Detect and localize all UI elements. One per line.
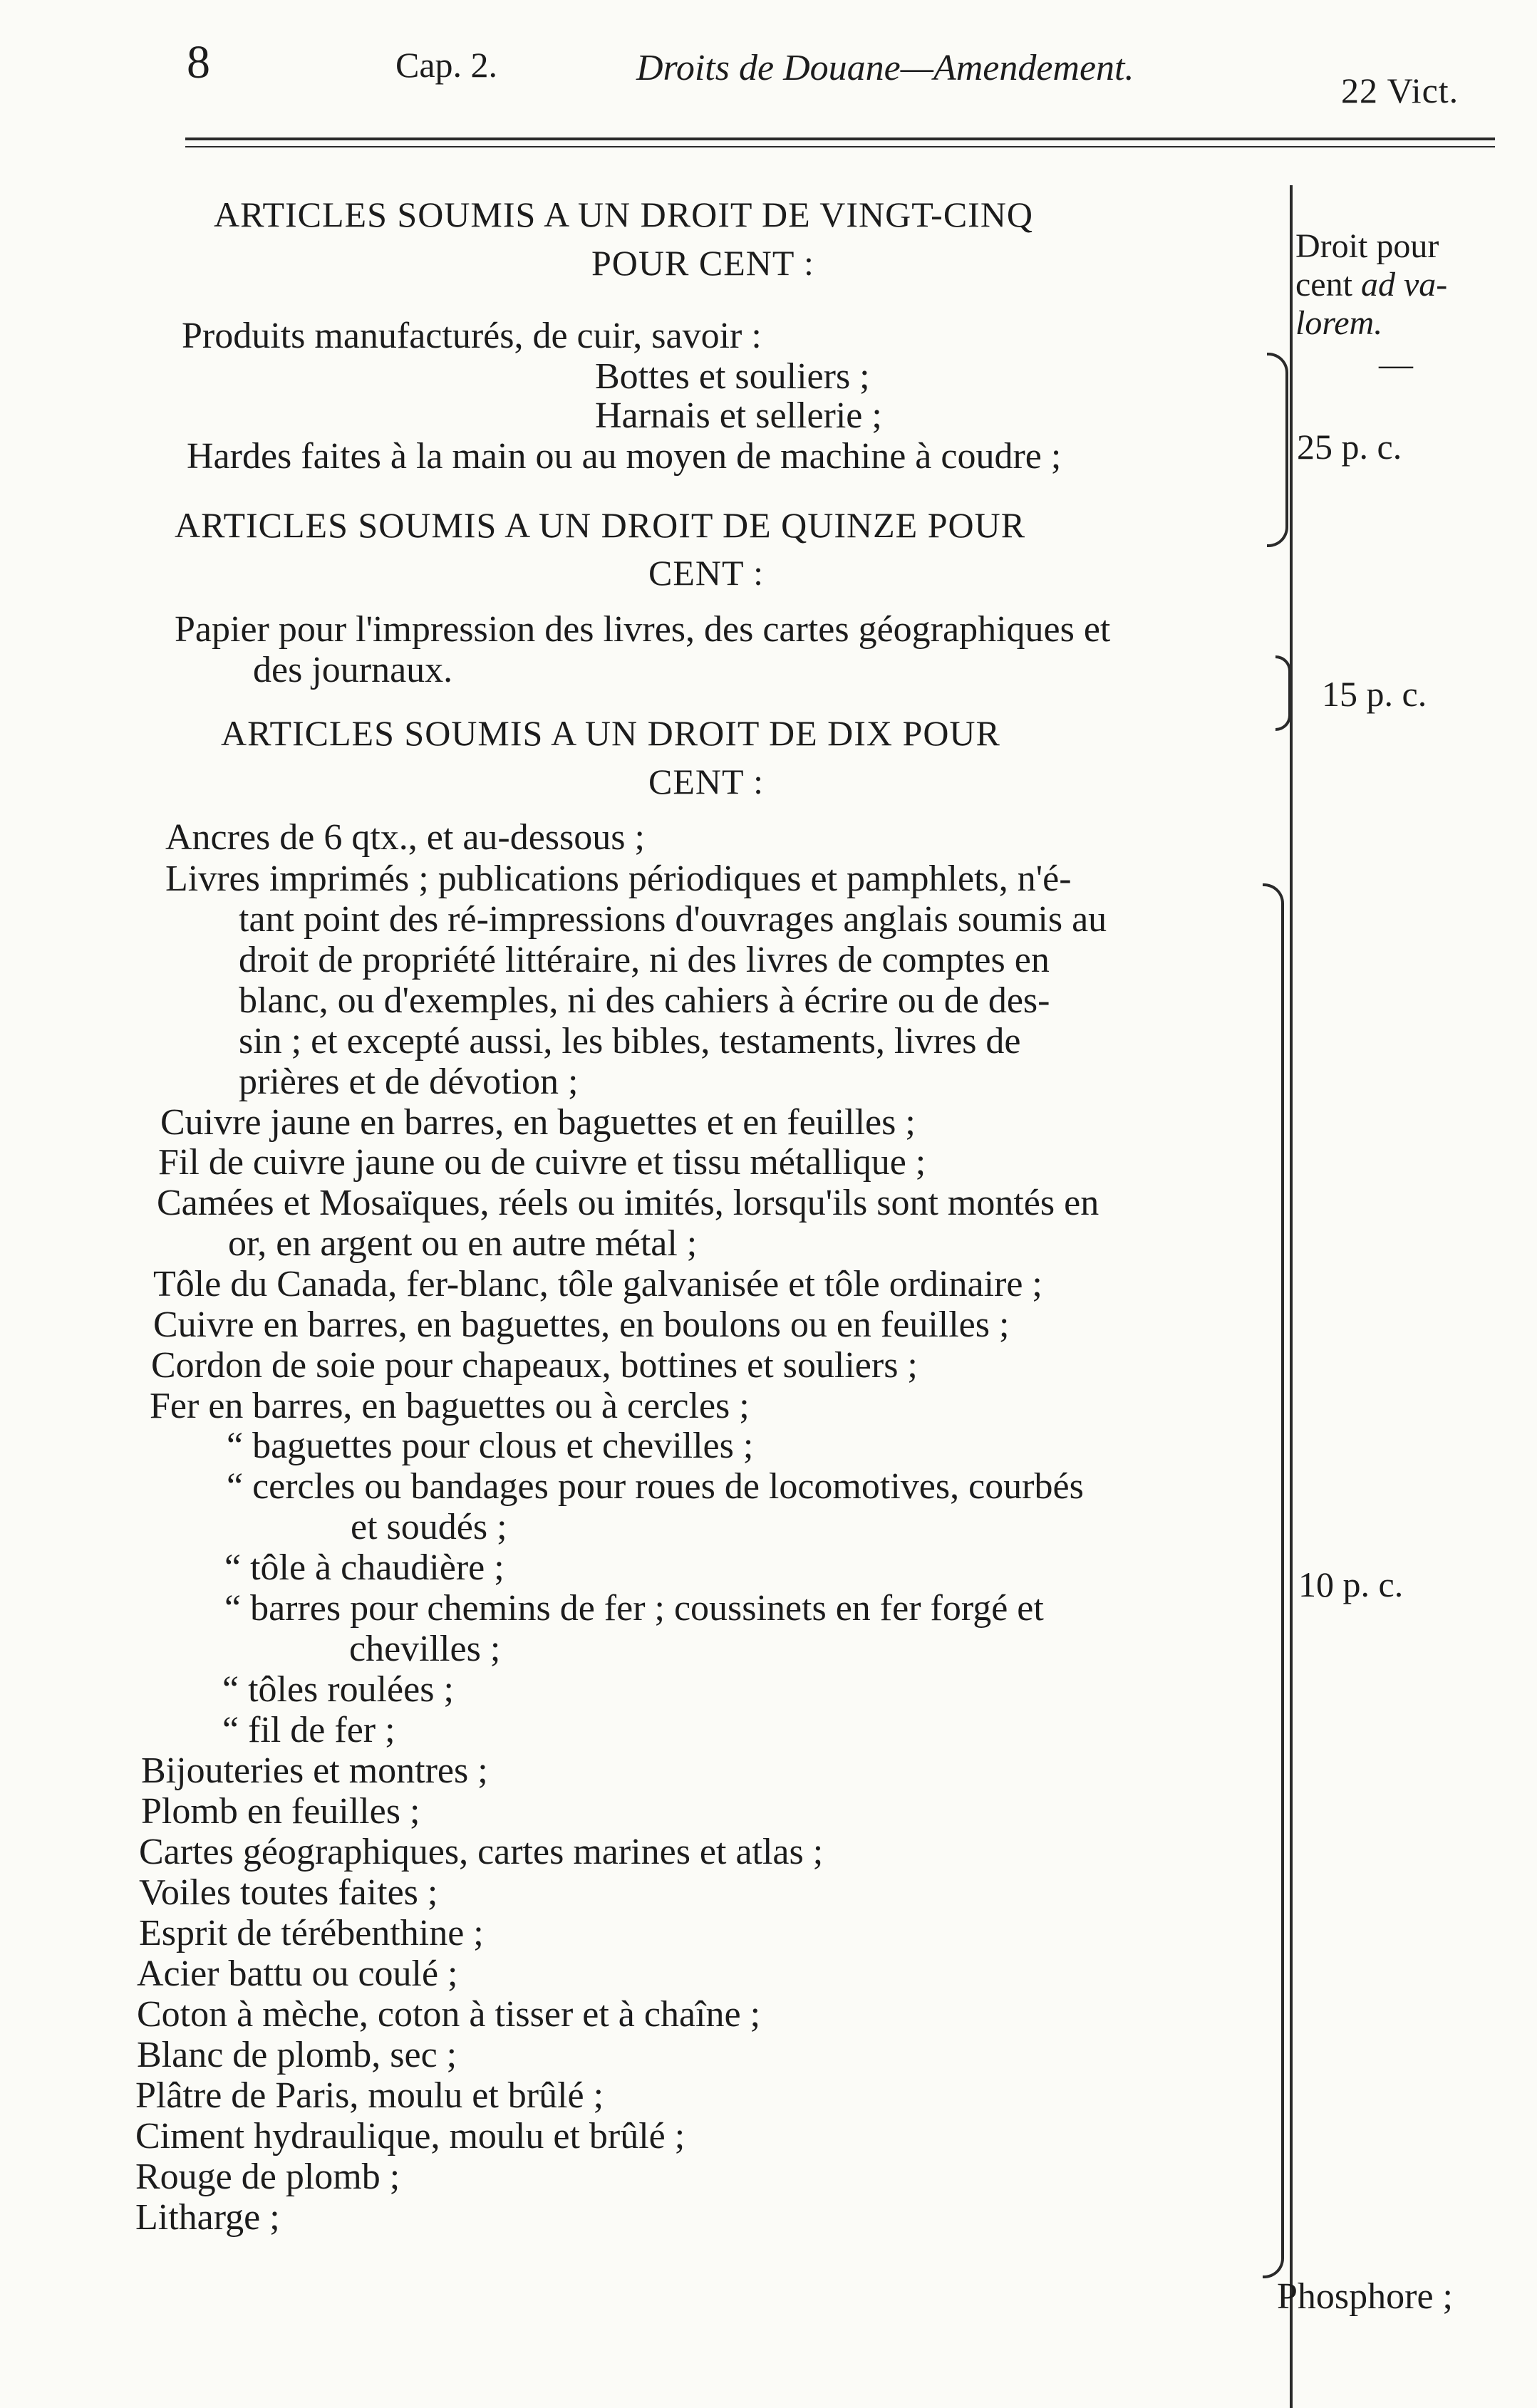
section-10-line-27: Voiles toutes faites ; bbox=[139, 1872, 438, 1913]
regnal-year: 22 Vict. bbox=[1341, 71, 1459, 110]
catchword: Phosphore ; bbox=[1277, 2276, 1453, 2317]
rate-column-heading-cent: cent bbox=[1295, 266, 1352, 303]
section-10-line-12: Tôle du Canada, fer-blanc, tôle galvanisée et tôle ordinaire ; bbox=[153, 1264, 1042, 1304]
rate-column-heading-ad-va: ad va- bbox=[1360, 266, 1448, 303]
section-10-heading-line1: ARTICLES SOUMIS A UN DROIT DE DIX POUR bbox=[221, 713, 1000, 753]
section-10-line-8: Cuivre jaune en barres, en baguettes et en feuilles ; bbox=[160, 1102, 916, 1143]
section-10-line-25: Plomb en feuilles ; bbox=[141, 1791, 420, 1832]
header-rule-thin bbox=[185, 146, 1495, 147]
section-10-line-10: Camées et Mosaïques, réels ou imités, lorsqu'ils sont montés en bbox=[157, 1183, 1099, 1223]
rate-15: 15 p. c. bbox=[1322, 674, 1427, 714]
section-10-line-13: Cuivre en barres, en baguettes, en boulons ou en feuilles ; bbox=[153, 1304, 1010, 1345]
section-10-line-33: Ciment hydraulique, moulu et brûlé ; bbox=[135, 2116, 685, 2157]
section-25-heading-line1: ARTICLES SOUMIS A UN DROIT DE VINGT-CINQ bbox=[214, 194, 1034, 234]
rate-25: 25 p. c. bbox=[1297, 427, 1402, 467]
section-10-line-29: Acier battu ou coulé ; bbox=[137, 1953, 458, 1994]
brace-15 bbox=[1275, 655, 1291, 731]
brace-10 bbox=[1263, 883, 1284, 2278]
section-10-line-23: “ fil de fer ; bbox=[222, 1710, 395, 1750]
section-25-line-3: Harnais et sellerie ; bbox=[595, 395, 882, 436]
running-title: Droits de Douane—Amendement. bbox=[636, 48, 1134, 88]
section-10-line-5: blanc, ou d'exemples, ni des cahiers à écrire ou de des- bbox=[239, 980, 1050, 1021]
section-10-heading-line2: CENT : bbox=[648, 762, 765, 801]
section-10-line-7: prières et de dévotion ; bbox=[239, 1062, 579, 1102]
section-10-line-21: chevilles ; bbox=[349, 1629, 501, 1669]
page-number: 8 bbox=[187, 36, 210, 88]
section-10-line-35: Litharge ; bbox=[135, 2197, 280, 2238]
section-10-line-14: Cordon de soie pour chapeaux, bottines et souliers ; bbox=[151, 1345, 918, 1386]
section-25-line-4: Hardes faites à la main ou au moyen de machine à coudre ; bbox=[187, 436, 1062, 477]
section-10-line-34: Rouge de plomb ; bbox=[135, 2157, 400, 2197]
section-10-line-2: Livres imprimés ; publications périodiques et pamphlets, n'é- bbox=[165, 858, 1072, 899]
rate-column-heading-lorem: lorem. bbox=[1295, 304, 1383, 342]
brace-25 bbox=[1267, 353, 1288, 547]
section-10-line-11: or, en argent ou en autre métal ; bbox=[228, 1223, 698, 1264]
section-10-line-30: Coton à mèche, coton à tisser et à chaîne ; bbox=[137, 1994, 761, 2035]
section-15-line-2: des journaux. bbox=[253, 650, 453, 690]
section-10-line-15: Fer en barres, en baguettes ou à cercles ; bbox=[150, 1386, 750, 1426]
section-10-line-16: “ baguettes pour clous et chevilles ; bbox=[227, 1426, 754, 1466]
chapter-label: Cap. 2. bbox=[395, 45, 498, 85]
section-25-heading-line2: POUR CENT : bbox=[591, 243, 814, 283]
section-15-heading-line1: ARTICLES SOUMIS A UN DROIT DE QUINZE POUR bbox=[175, 505, 1026, 545]
section-10-line-28: Esprit de térébenthine ; bbox=[139, 1913, 484, 1953]
column-divider bbox=[1290, 185, 1293, 2408]
rate-column-heading-1: Droit pour bbox=[1295, 227, 1439, 265]
section-10-line-32: Plâtre de Paris, moulu et brûlé ; bbox=[135, 2075, 604, 2116]
section-10-line-3: tant point des ré-impressions d'ouvrages anglais soumis au bbox=[239, 899, 1107, 940]
section-15-heading-line2: CENT : bbox=[648, 553, 765, 593]
section-15-line-1: Papier pour l'impression des livres, des cartes géographiques et bbox=[175, 609, 1111, 650]
header-rule-thick bbox=[185, 137, 1495, 140]
section-10-line-19: “ tôle à chaudière ; bbox=[224, 1547, 504, 1588]
section-10-line-18: et soudés ; bbox=[351, 1507, 507, 1547]
section-10-line-1: Ancres de 6 qtx., et au-dessous ; bbox=[165, 817, 645, 858]
section-25-line-1: Produits manufacturés, de cuir, savoir : bbox=[182, 316, 762, 356]
section-10-line-9: Fil de cuivre jaune ou de cuivre et tissu métallique ; bbox=[158, 1142, 926, 1183]
rate-10: 10 p. c. bbox=[1298, 1564, 1404, 1604]
section-10-line-20: “ barres pour chemins de fer ; coussinets en fer forgé et bbox=[224, 1588, 1044, 1629]
section-10-line-24: Bijouteries et montres ; bbox=[141, 1750, 488, 1791]
section-10-line-26: Cartes géographiques, cartes marines et atlas ; bbox=[139, 1832, 824, 1872]
section-10-line-4: droit de propriété littéraire, ni des livres de comptes en bbox=[239, 940, 1050, 980]
rate-column-heading-2 bbox=[1295, 265, 1447, 304]
rate-column-dash: — bbox=[1379, 346, 1413, 383]
section-25-line-2: Bottes et souliers ; bbox=[595, 356, 870, 397]
section-10-line-31: Blanc de plomb, sec ; bbox=[137, 2035, 457, 2075]
section-10-line-22: “ tôles roulées ; bbox=[222, 1669, 454, 1710]
section-10-line-6: sin ; et excepté aussi, les bibles, testaments, livres de bbox=[239, 1021, 1021, 1062]
section-10-line-17: “ cercles ou bandages pour roues de locomotives, courbés bbox=[227, 1466, 1084, 1507]
